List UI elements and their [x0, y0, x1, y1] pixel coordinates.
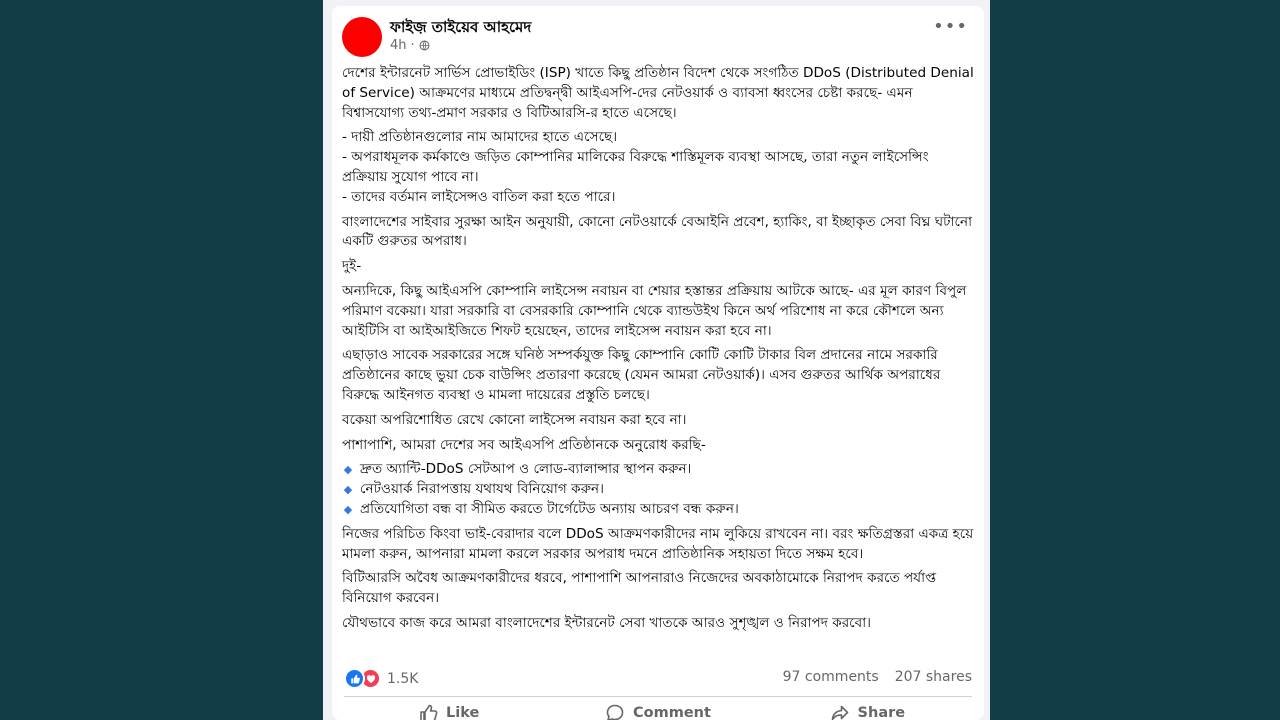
point-item: - তাদের বর্তমান লাইসেন্সও বাতিল করা হতে পারে। [342, 188, 616, 205]
comment-label: Comment [633, 705, 711, 720]
paragraph: যৌথভাবে কাজ করে আমরা বাংলাদেশের ইন্টারনেট সেবা খাতকে আরও সুশৃঙ্খল ও নিরাপদ করবো। [342, 614, 872, 631]
paragraph: অন্যদিকে, কিছু আইএসপি কোম্পানি লাইসেন্স নবায়ন বা শেয়ার হস্তান্তর প্রক্রিয়ায় আটকে আছে- এর মূল কারণ বিপুল পরিমাণ বকেয়া। যারা সরকারি বা বেসরকারি কোম্পানি থেকে ব্যান্ডউইথ কিনে অর্থ পরিশোধ না করে কৌশলে অন্য আইটিসি বা আইআইজিতে শিফট হয়েছেন, তাদের লাইসেন্স নবায়ন করা হবে না। [342, 282, 967, 339]
reactions-count: 1.5K [387, 670, 419, 687]
share-label: Share [857, 705, 906, 720]
paragraph-intro: দেশের ইন্টারনেট সার্ভিস প্রোভাইডিং (ISP) খাতে কিছু প্রতিষ্ঠান বিদেশ থেকে সংগঠিত DDoS (Distributed Denial of Service) আক্রমণের মাধ্যমে প্রতিদ্বন্দ্বী আইএসপি-দের নেটওয়ার্ক ও ব্যাবসা ধ্বংসের চেষ্টা করছে- এমন বিশ্বাসযোগ্য তথ্য-প্রমাণ সরকার ও বিটিআরসি-র হাতে এসেছে। [342, 65, 974, 121]
like-icon [418, 703, 438, 720]
post-stats [783, 669, 972, 685]
point-item: - দায়ী প্রতিষ্ঠানগুলোর নাম আমাদের হাতে এসেছে। [342, 129, 618, 146]
diamond-bullet-icon: ◆ [343, 483, 353, 497]
globe-icon[interactable] [419, 40, 430, 51]
more-icon[interactable]: ••• [933, 16, 968, 37]
avatar[interactable] [342, 17, 382, 57]
author-name[interactable]: ফাইজ় তাইয়েব আহমেদ [390, 18, 532, 36]
post-card [332, 6, 984, 720]
like-label: Like [446, 705, 480, 720]
point-list [342, 128, 974, 207]
diamond-bullet-icon: ◆ [343, 463, 353, 477]
paragraph: নিজের পরিচিত কিংবা ভাই-বেরাদার বলে DDoS আক্রমণকারীদের নাম লুকিয়ে রাখবেন না। বরং ক্ষতিগ্রস্তরা একত্র হয়ে মামলা করুন, আপনারা মামলা করলে সরকার অপরাধ দমনে প্রাতিষ্ঠানিক সহায়তা দিতে সক্ষম হবে। [342, 525, 974, 562]
point-item: - অপরাধমূলক কর্মকাণ্ডে জড়িত কোম্পানির মালিকের বিরুদ্ধে শাস্তিমূলক ব্যবস্থা আসছে, তারা নতুন লাইসেন্সিং প্রক্রিয়ায় সুযোগ পাবে না। [342, 149, 929, 185]
comment-button[interactable] [553, 698, 762, 720]
paragraph: বাংলাদেশের সাইবার সুরক্ষা আইন অনুযায়ী, কোনো নেটওয়ার্কে বেআইনি প্রবেশ, হ্যাকিং, বা ইচ্ছাকৃত সেবা বিঘ্ন ঘটানো একটি গুরুতর অপরাধ। [342, 213, 973, 250]
like-reaction-icon [344, 668, 365, 689]
like-button[interactable] [344, 698, 553, 720]
paragraph: পাশাপাশি, আমরা দেশের সব আইএসপি প্রতিষ্ঠানকে অনুরোধ করছি- [342, 436, 706, 453]
post-meta: 4h · [390, 38, 430, 53]
diamond-bullet-icon: ◆ [343, 502, 353, 516]
bullet-item: ◆ দ্রুত অ্যান্টি-DDoS সেটআপ ও লোড-ব্যালান্সার স্থাপন করুন। [342, 460, 974, 480]
comment-icon [605, 703, 625, 720]
share-icon [830, 703, 850, 720]
paragraph: এছাড়াও সাবেক সরকারের সঙ্গে ঘনিষ্ঠ সম্পর্কযুক্ত কিছু কোম্পানি কোটি কোটি টাকার বিল প্রদানের নামে সরকারি প্রতিষ্ঠানের কাছে ভুয়া চেক বাউন্সিং প্রতারণা করেছে (যেমন আমরা নেটওয়ার্ক)। এসব গুরুতর আর্থিক অপরাধের বিরুদ্ধে আইনগত ব্যবস্থা ও মামলা দায়েরের প্রস্তুতি চলছে। [342, 347, 941, 403]
post-body [342, 64, 974, 639]
bullet-list [342, 460, 974, 519]
share-button[interactable] [763, 698, 972, 720]
paragraph: বিটিআরসি অবৈধ আক্রমণকারীদের ধরবে, পাশাপাশি আপনারাও নিজেদের অবকাঠামোকে নিরাপদ করতে পর্যাপ্ত বিনিয়োগ করবেন। [342, 570, 937, 607]
paragraph: বকেয়া অপরিশোধিত রেখে কোনো লাইসেন্স নবায়ন করা হবে না। [342, 411, 687, 428]
bullet-item: ◆ প্রতিযোগিতা বন্ধ বা সীমিত করতে টার্গেটেড অন্যায় আচরণ বন্ধ করুন। [342, 500, 974, 520]
reactions-summary[interactable] [344, 668, 418, 689]
action-bar [344, 698, 972, 720]
post-time[interactable]: 4h [390, 38, 407, 53]
shares-count[interactable]: 207 shares [894, 669, 972, 685]
paragraph-heading: দুই- [342, 258, 362, 275]
divider [344, 696, 972, 697]
comments-count[interactable]: 97 comments [782, 669, 879, 685]
bullet-item: ◆ নেটওয়ার্ক নিরাপত্তায় যথাযথ বিনিয়োগ করুন। [342, 480, 974, 500]
